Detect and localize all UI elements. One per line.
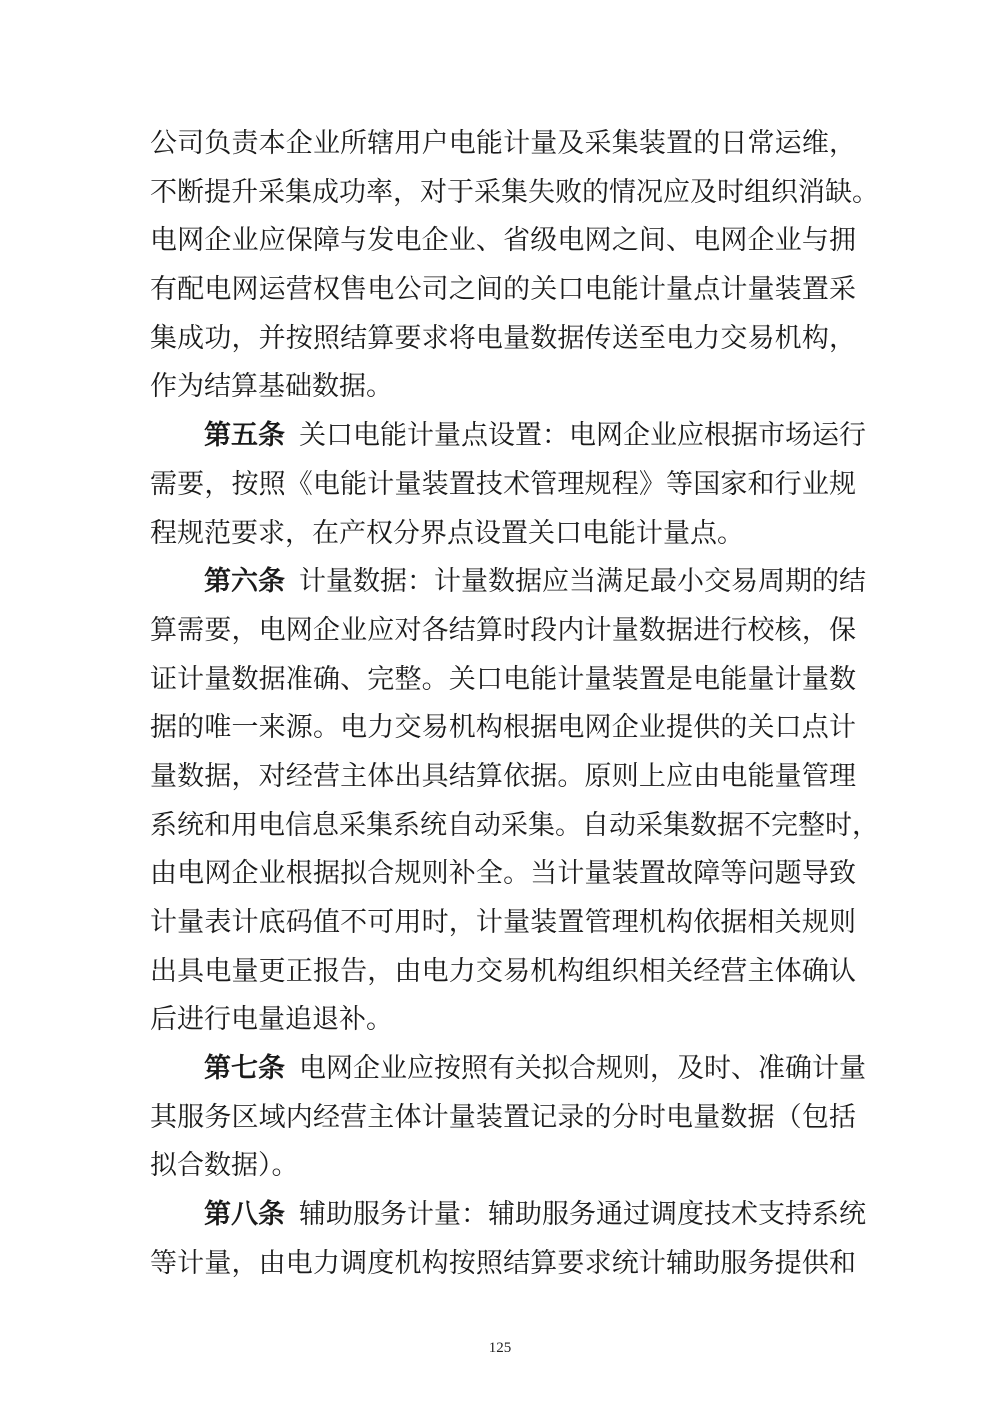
text-line: 算需要，电网企业应对各结算时段内计量数据进行校核，保 <box>150 614 856 646</box>
text-line: 公司负责本企业所辖用户电能计量及采集装置的日常运维， <box>150 128 856 159</box>
text-line: 后进行电量追退补。 <box>150 1004 393 1036</box>
text-line-content: 电网企业应按照有关拟合规则，及时、准确计量 <box>299 1053 866 1085</box>
text-line: 程规范要求，在产权分界点设置关口电能计量点。 <box>150 517 744 549</box>
text-line: 计量表计底码值不可用时，计量装置管理机构依据相关规则 <box>150 907 856 938</box>
text-line: 出具电量更正报告，由电力交易机构组织相关经营主体确认 <box>150 955 856 987</box>
article-heading: 第六条 <box>204 566 285 598</box>
text-line: 由电网企业根据拟合规则补全。当计量装置故障等问题导致 <box>150 858 856 890</box>
article-heading: 第五条 <box>204 420 285 452</box>
text-line: 不断提升采集成功率，对于采集失败的情况应及时组织消缺。 <box>150 176 879 208</box>
article-7 <box>150 1053 866 1199</box>
text-line: 有配电网运营权售电公司之间的关口电能计量点计量装置采 <box>150 274 856 306</box>
page-number: 125 <box>488 1340 512 1356</box>
text-line-content: 关口电能计量点设置：电网企业应根据市场运行 <box>299 420 866 452</box>
text-line <box>150 420 866 469</box>
article-8 <box>150 1199 866 1296</box>
text-line: 电网企业应保障与发电企业、省级电网之间、电网企业与拥 <box>150 225 856 257</box>
text-line: 量数据，对经营主体出具结算依据。原则上应由电能量管理 <box>150 760 856 792</box>
text-line: 证计量数据准确、完整。关口电能计量装置是电能量计量数 <box>150 663 856 695</box>
article-heading: 第八条 <box>204 1199 285 1231</box>
text-line <box>150 1199 866 1248</box>
text-line: 其服务区域内经营主体计量装置记录的分时电量数据（包括 <box>150 1101 856 1133</box>
text-line: 作为结算基础数据。 <box>150 371 393 403</box>
text-line: 等计量，由电力调度机构按照结算要求统计辅助服务提供和 <box>150 1247 856 1279</box>
text-line-content: 计量数据：计量数据应当满足最小交易周期的结 <box>299 566 866 598</box>
text-line: 集成功，并按照结算要求将电量数据传送至电力交易机构， <box>150 322 856 354</box>
text-line: 据的唯一来源。电力交易机构根据电网企业提供的关口点计 <box>150 712 856 744</box>
article-6 <box>150 566 879 1053</box>
article-heading: 第七条 <box>204 1053 285 1085</box>
text-line: 系统和用电信息采集系统自动采集。自动采集数据不完整时， <box>150 809 879 841</box>
article-5 <box>150 420 866 566</box>
text-line-content: 辅助服务计量：辅助服务通过调度技术支持系统 <box>299 1199 866 1231</box>
paragraph <box>150 128 879 420</box>
text-line: 拟合数据）。 <box>150 1150 299 1182</box>
text-line <box>150 1053 866 1102</box>
text-line <box>150 566 866 615</box>
document-body <box>150 128 879 1297</box>
text-line: 需要，按照《电能计量装置技术管理规程》等国家和行业规 <box>150 468 856 500</box>
